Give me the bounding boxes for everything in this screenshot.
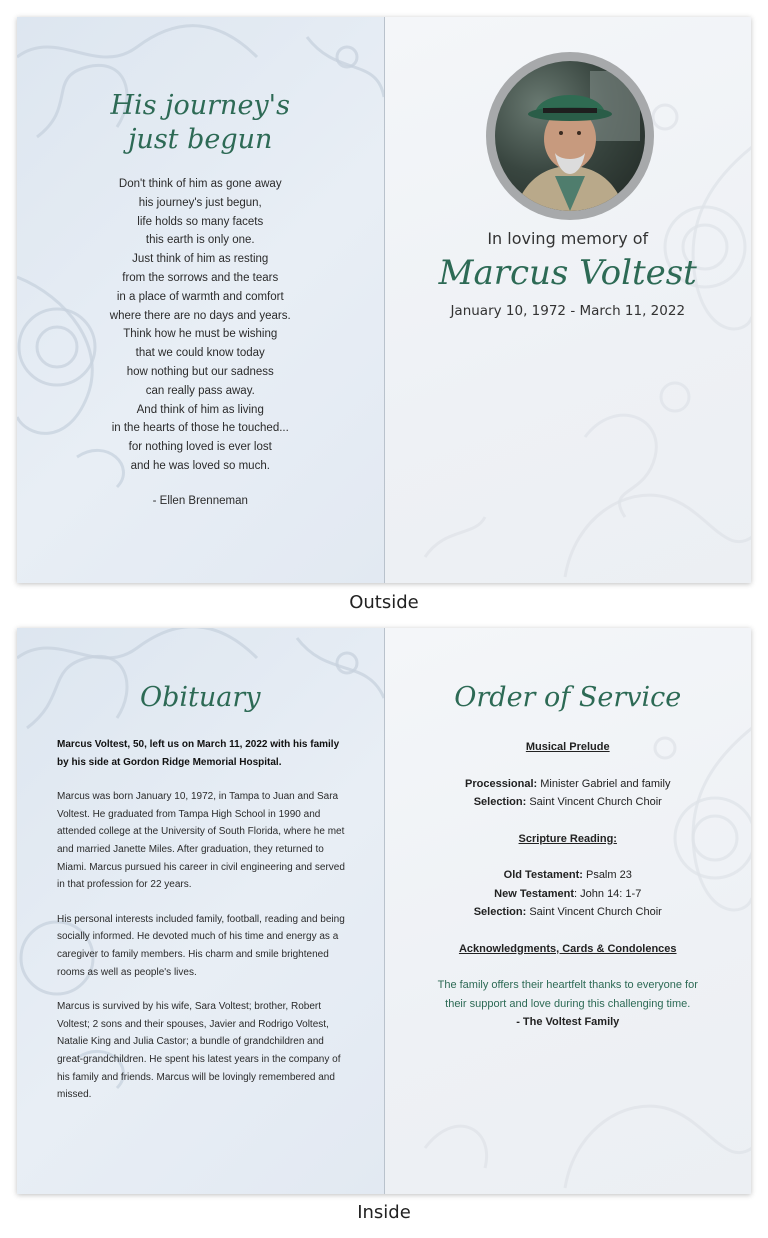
poem-title-line: His journey's [110, 90, 290, 121]
order-of-service-title: Order of Service [454, 682, 682, 713]
obituary-title: Obituary [139, 682, 261, 713]
musical-prelude-heading: Musical Prelude [525, 741, 610, 753]
order-of-service-list [385, 738, 752, 1032]
obituary-text [57, 736, 350, 1121]
family-signoff: - The Voltest Family [516, 1016, 620, 1028]
poem-line: how nothing but our sadness [126, 365, 274, 378]
obituary-paragraph: His personal interests included family, football, reading and being socially informed. He devoted much of his time and energy as a caregiver to family members. His charm and smile brightened rooms as well as people's lives. [57, 913, 345, 978]
family-thanks-line: their support and love during this challenging time. [445, 997, 691, 1010]
new-testament-label: New Testament [494, 887, 575, 900]
inside-caption: Inside [357, 1202, 411, 1223]
poem-line: for nothing loved is ever lost [128, 441, 272, 454]
poem-line: Think how he must be wishing [123, 328, 278, 341]
portrait-frame [486, 52, 654, 220]
selection-value: Saint Vincent Church Choir [526, 796, 662, 808]
old-testament-line [385, 866, 752, 885]
inside-spread [17, 628, 751, 1194]
selection-line [385, 903, 752, 922]
poem-line: life holds so many facets [137, 215, 264, 228]
inside-left-panel [17, 628, 385, 1194]
selection-value: Saint Vincent Church Choir [526, 906, 662, 918]
poem-author: - Ellen Brenneman [152, 495, 248, 507]
inside-right-panel [385, 628, 752, 1194]
new-testament-value: : John 14: 1-7 [574, 887, 642, 900]
poem-line: from the sorrows and the tears [122, 271, 279, 284]
family-thanks-line: The family offers their heartfelt thanks to everyone for [437, 979, 698, 991]
in-loving-memory-label: In loving memory of [487, 229, 649, 248]
elderly-man-portrait-icon [495, 61, 645, 211]
old-testament-label: Old Testament: [503, 869, 583, 881]
poem-title-line: just begun [128, 124, 273, 155]
processional-value: Minister Gabriel and family [537, 777, 671, 790]
outside-caption: Outside [349, 592, 419, 613]
obituary-paragraph: Marcus was born January 10, 1972, in Tampa to Juan and Sara Voltest. He graduated from Tampa High School in 1990 and attended college at the University of South Florida, where he met and married Janette Miles. After graduation, they returned to Miami. Marcus pursued his career in civil engineering and served in that profession for 22 years. [57, 791, 345, 891]
outside-spread [17, 17, 751, 583]
poem-title [17, 89, 384, 157]
poem-line: that we could know today [135, 347, 265, 360]
poem-text [17, 175, 384, 476]
poem-line: in the hearts of those he touched... [111, 422, 289, 435]
poem-line: and he was loved so much. [130, 459, 270, 472]
selection-label: Selection: [473, 796, 527, 808]
poem-line: his journey's just begun, [138, 196, 262, 209]
selection-line [385, 793, 752, 812]
acknowledgments-heading: Acknowledgments, Cards & Condolences [458, 942, 677, 955]
deceased-name: Marcus Voltest [438, 253, 697, 293]
outside-right-panel [385, 17, 752, 583]
obituary-lead: Marcus Voltest, 50, left us on March 11, 2022 with his family by his side at Gordon Ridge Memorial Hospital. [57, 739, 340, 768]
obituary-paragraph: Marcus is survived by his wife, Sara Voltest; brother, Robert Voltest; 2 sons and their spouses, Javier and Rodrigo Voltest, Natalie King and Julia Castor; a bundle of grandchildren and great-grandchildren. He spent his latest years in the company of his family and friends. Marcus will be lovingly remembered and missed. [57, 1001, 341, 1101]
poem-line: can really pass away. [145, 384, 255, 397]
poem-line: Don't think of him as gone away [118, 178, 282, 190]
outside-left-panel [17, 17, 385, 583]
processional-line [385, 775, 752, 794]
new-testament-line [385, 885, 752, 904]
portrait-photo [495, 61, 645, 211]
poem-line: where there are no days and years. [109, 309, 291, 322]
poem-line: this earth is only one. [145, 234, 255, 247]
poem-line: in a place of warmth and comfort [116, 290, 284, 303]
poem-line: Just think of him as resting [132, 253, 269, 266]
old-testament-value: Psalm 23 [582, 869, 632, 881]
life-dates: January 10, 1972 - March 11, 2022 [450, 303, 686, 319]
poem-line: And think of him as living [136, 403, 264, 416]
processional-label: Processional: [465, 777, 538, 790]
scripture-reading-heading: Scripture Reading: [518, 832, 617, 845]
selection-label: Selection: [473, 906, 527, 918]
